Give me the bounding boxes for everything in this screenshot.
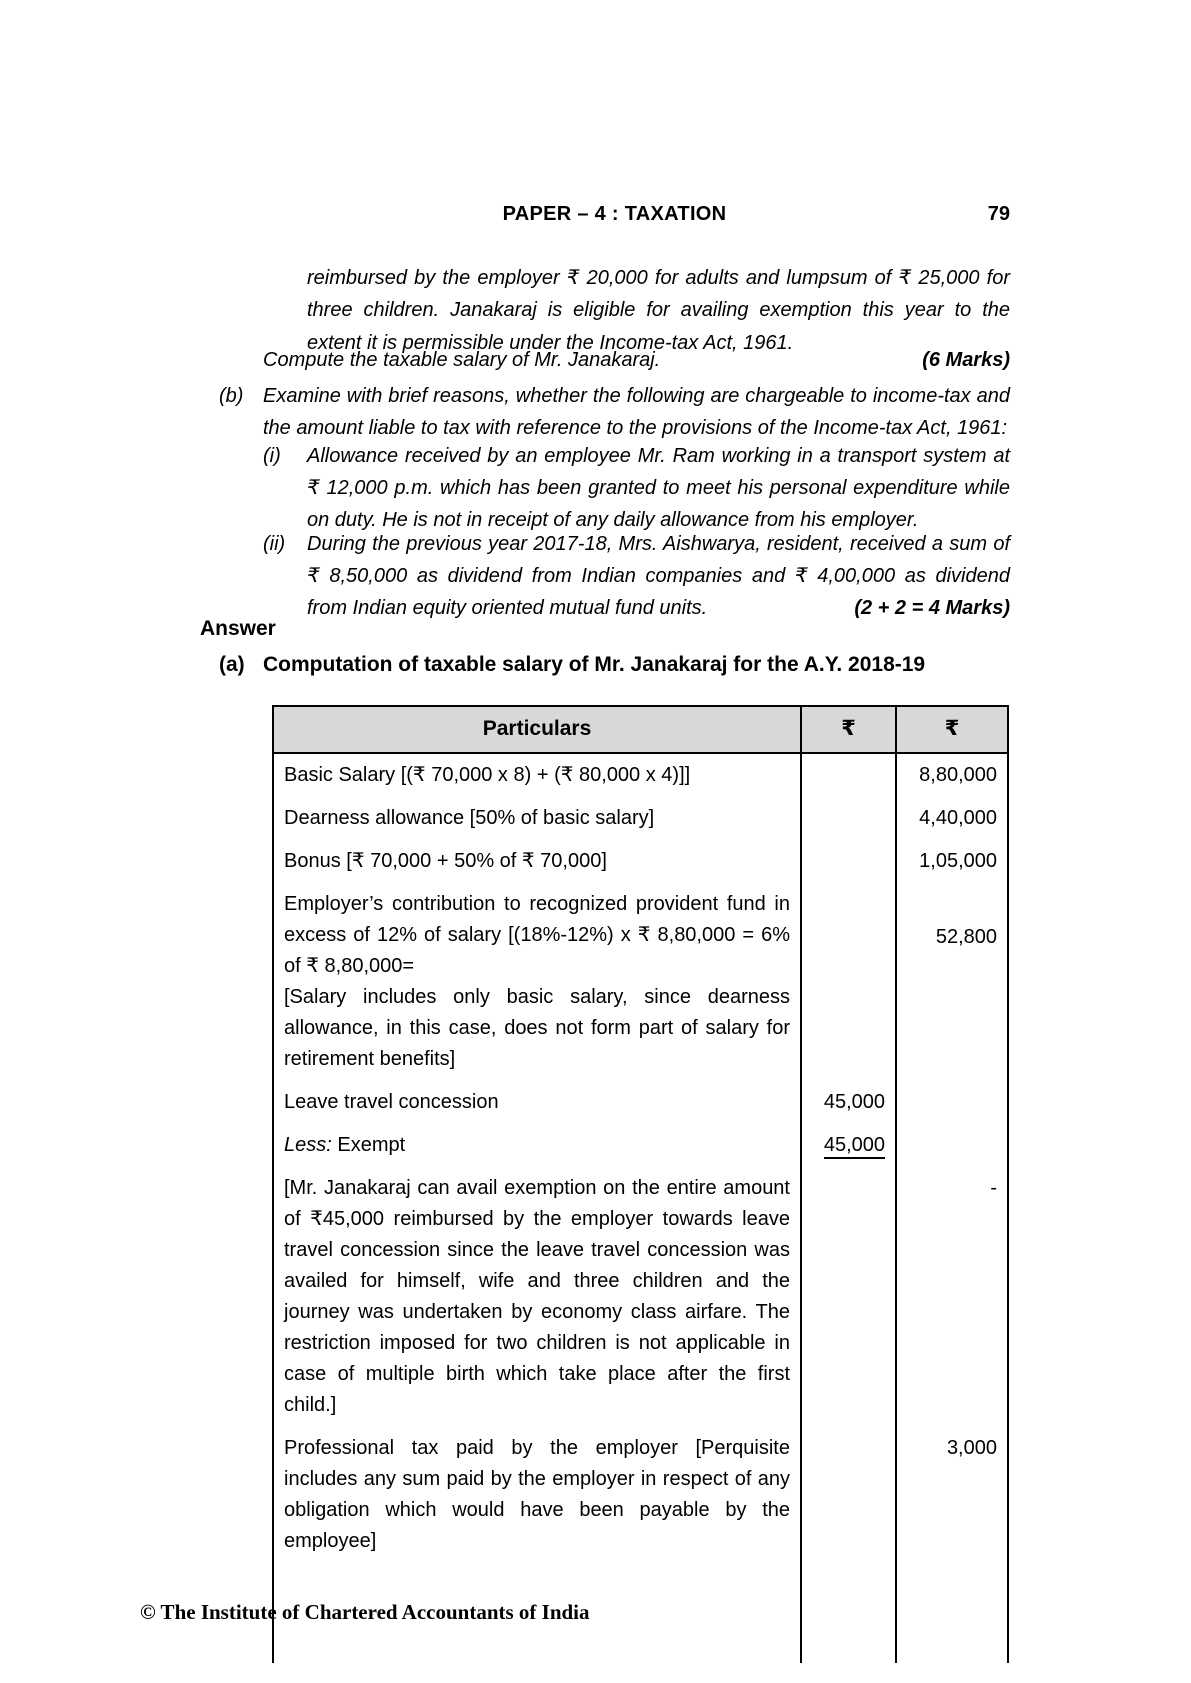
particulars-ltc-note: [Mr. Janakaraj can avail exemption on the entire amount of ₹45,000 reimbursed by the employer towards leave travel concession since the leave travel concession was availed for himself, wife and three children and the journey was undertaken by economy class airfare. The restriction imposed for two children is not applicable in case of multiple birth which take place after the first child.] — [273, 1167, 801, 1427]
empty-cell — [896, 1563, 1008, 1663]
less-prefix: Less: — [284, 1133, 332, 1156]
part-a-label: (a) — [219, 653, 245, 676]
table-row-less-exempt — [273, 1124, 1008, 1167]
table-row-ltc-exemption-note — [273, 1167, 1008, 1427]
amount-col2 — [896, 1081, 1008, 1124]
marks-2plus2: (2 + 2 = 4 Marks) — [854, 597, 1010, 619]
compute-line — [263, 344, 1010, 376]
item-i-text: Allowance received by an employee Mr. Ram working in a transport system at ₹ 12,000 p.m. which has been granted to meet his personal expenditure while on duty. He is not in receipt of any daily allowance from his employer. — [307, 445, 1010, 531]
pf-note-text: [Salary includes only basic salary, since dearness allowance, in this case, does not form part of salary for retirement benefits] — [284, 985, 790, 1070]
particulars-dearness-allowance: Dearness allowance [50% of basic salary] — [273, 797, 801, 840]
amount-col1 — [801, 797, 896, 840]
underlined-total: 45,000 — [824, 1134, 885, 1159]
amount-col1 — [801, 1124, 896, 1167]
item-ii-label: (ii) — [263, 533, 286, 555]
particulars-less-exempt — [273, 1124, 801, 1167]
header-rupee-2: ₹ — [896, 706, 1008, 753]
part-b-label: (b) — [219, 385, 244, 407]
table-header-row — [273, 706, 1008, 753]
item-ii-text: During the previous year 2017-18, Mrs. Aishwarya, resident, received a sum of ₹ 8,50,000 as dividend from Indian companies and ₹ 4,00,000 as dividend from Indian equity oriented mutual fund units. — [307, 533, 1010, 619]
exempt-text: Exempt — [337, 1133, 406, 1156]
table-row-dearness-allowance — [273, 797, 1008, 840]
amount-col2: 3,000 — [896, 1427, 1008, 1563]
copyright-footer: © The Institute of Chartered Accountants of India — [140, 1600, 590, 1624]
amount-col2: 52,800 — [896, 883, 1008, 1081]
answer-part-a-title-row — [219, 648, 1010, 682]
amount-col2: 1,05,000 — [896, 840, 1008, 883]
particulars-employer-pf — [273, 883, 801, 1081]
particulars-professional-tax: Professional tax paid by the employer [Perquisite includes any sum paid by the employer in respect of any obligation which would have been payable by the employee] — [273, 1427, 801, 1563]
amount-col1 — [801, 1167, 896, 1427]
amount-col1 — [801, 883, 896, 1081]
marks-6: (6 Marks) — [922, 349, 1010, 371]
question-intro-paragraph: reimbursed by the employer ₹ 20,000 for adults and lumpsum of ₹ 25,000 for three children. Janakaraj is eligible for availing exemption this year to the extent it is permissible under the Income-tax Act, 1961. — [307, 267, 1010, 354]
page-number: 79 — [987, 203, 1010, 225]
particulars-ltc: Leave travel concession — [273, 1081, 801, 1124]
amount-col2 — [896, 1124, 1008, 1167]
running-header-title: PAPER – 4 : TAXATION — [502, 203, 727, 225]
table-row-employer-pf-contribution — [273, 883, 1008, 1081]
header-rupee-1: ₹ — [801, 706, 896, 753]
part-b-text: Examine with brief reasons, whether the following are chargeable to income-tax and the amount liable to tax with reference to the provisions of the Income-tax Act, 1961: — [263, 385, 1010, 439]
amount-col2: 4,40,000 — [896, 797, 1008, 840]
answer-heading: Answer — [200, 617, 276, 640]
particulars-basic-salary: Basic Salary [(₹ 70,000 x 8) + (₹ 80,000 x 4)]] — [273, 753, 801, 797]
amount-col2: 8,80,000 — [896, 753, 1008, 797]
empty-cell — [801, 1563, 896, 1663]
question-part-b — [219, 380, 1010, 444]
part-a-title: Computation of taxable salary of Mr. Janakaraj for the A.Y. 2018-19 — [263, 653, 926, 676]
header-particulars: Particulars — [273, 706, 801, 753]
item-i-label: (i) — [263, 445, 281, 467]
table-row-basic-salary — [273, 753, 1008, 797]
particulars-bonus: Bonus [₹ 70,000 + 50% of ₹ 70,000] — [273, 840, 801, 883]
compute-text: Compute the taxable salary of Mr. Janakaraj. — [263, 349, 661, 371]
amount-col1 — [801, 753, 896, 797]
table-row-bonus — [273, 840, 1008, 883]
salary-computation-table — [272, 705, 1009, 1663]
pf-main-text: Employer’s contribution to recognized provident fund in excess of 12% of salary [(18%-12%) x ₹ 8,80,000 = 6% of ₹ 8,80,000= — [284, 892, 790, 977]
amount-col1: 45,000 — [801, 1081, 896, 1124]
question-item-i — [263, 440, 1010, 536]
table-row-leave-travel-concession — [273, 1081, 1008, 1124]
table-row-professional-tax — [273, 1427, 1008, 1563]
amount-col1 — [801, 840, 896, 883]
amount-col1 — [801, 1427, 896, 1563]
amount-col2: - — [896, 1167, 1008, 1427]
